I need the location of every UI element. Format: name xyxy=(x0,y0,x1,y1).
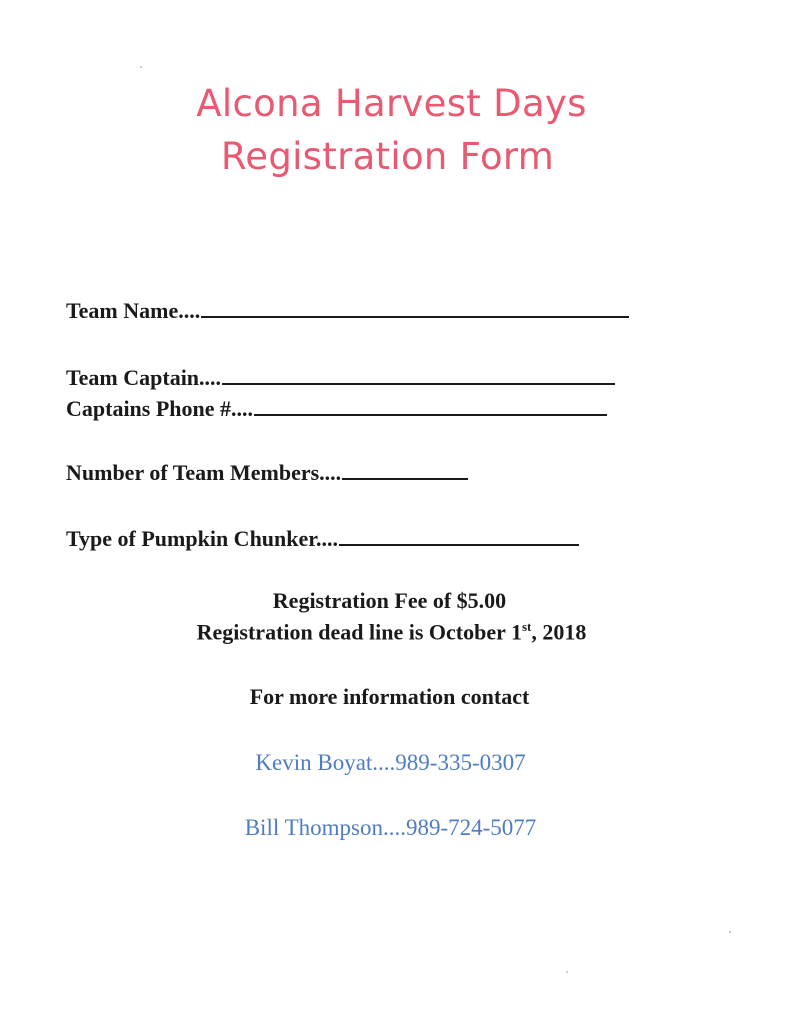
scan-speck xyxy=(140,66,142,68)
team-captain-field xyxy=(66,365,615,391)
team-members-blank[interactable] xyxy=(342,460,468,480)
team-name-label: Team Name.... xyxy=(66,298,201,323)
form-title-line2: Registration Form xyxy=(220,135,555,178)
deadline-superscript: st xyxy=(521,619,532,634)
team-name-blank[interactable] xyxy=(201,298,629,318)
team-captain-blank[interactable] xyxy=(222,365,615,385)
captains-phone-field xyxy=(66,396,607,422)
team-members-field xyxy=(66,460,468,486)
captains-phone-label: Captains Phone #.... xyxy=(66,396,254,421)
contact-heading: For more information contact xyxy=(249,684,530,709)
scan-speck xyxy=(566,971,568,973)
form-title-line1: Alcona Harvest Days xyxy=(196,82,587,125)
contact-kevin-boyat: Kevin Boyat....989-335-0307 xyxy=(255,750,526,775)
deadline-prefix: Registration dead line is October 1 xyxy=(196,619,522,645)
team-captain-label: Team Captain.... xyxy=(66,365,222,390)
chunker-type-blank[interactable] xyxy=(339,526,579,546)
team-name-field xyxy=(66,298,629,324)
deadline-suffix: , 2018 xyxy=(531,619,587,645)
contact-bill-thompson: Bill Thompson....989-724-5077 xyxy=(244,815,537,840)
captains-phone-blank[interactable] xyxy=(254,396,607,416)
scan-speck xyxy=(729,931,731,933)
team-members-label: Number of Team Members.... xyxy=(66,460,342,485)
chunker-type-label: Type of Pumpkin Chunker.... xyxy=(66,526,339,551)
chunker-type-field xyxy=(66,526,579,552)
registration-fee: Registration Fee of $5.00 xyxy=(272,588,507,613)
registration-deadline xyxy=(0,619,787,645)
